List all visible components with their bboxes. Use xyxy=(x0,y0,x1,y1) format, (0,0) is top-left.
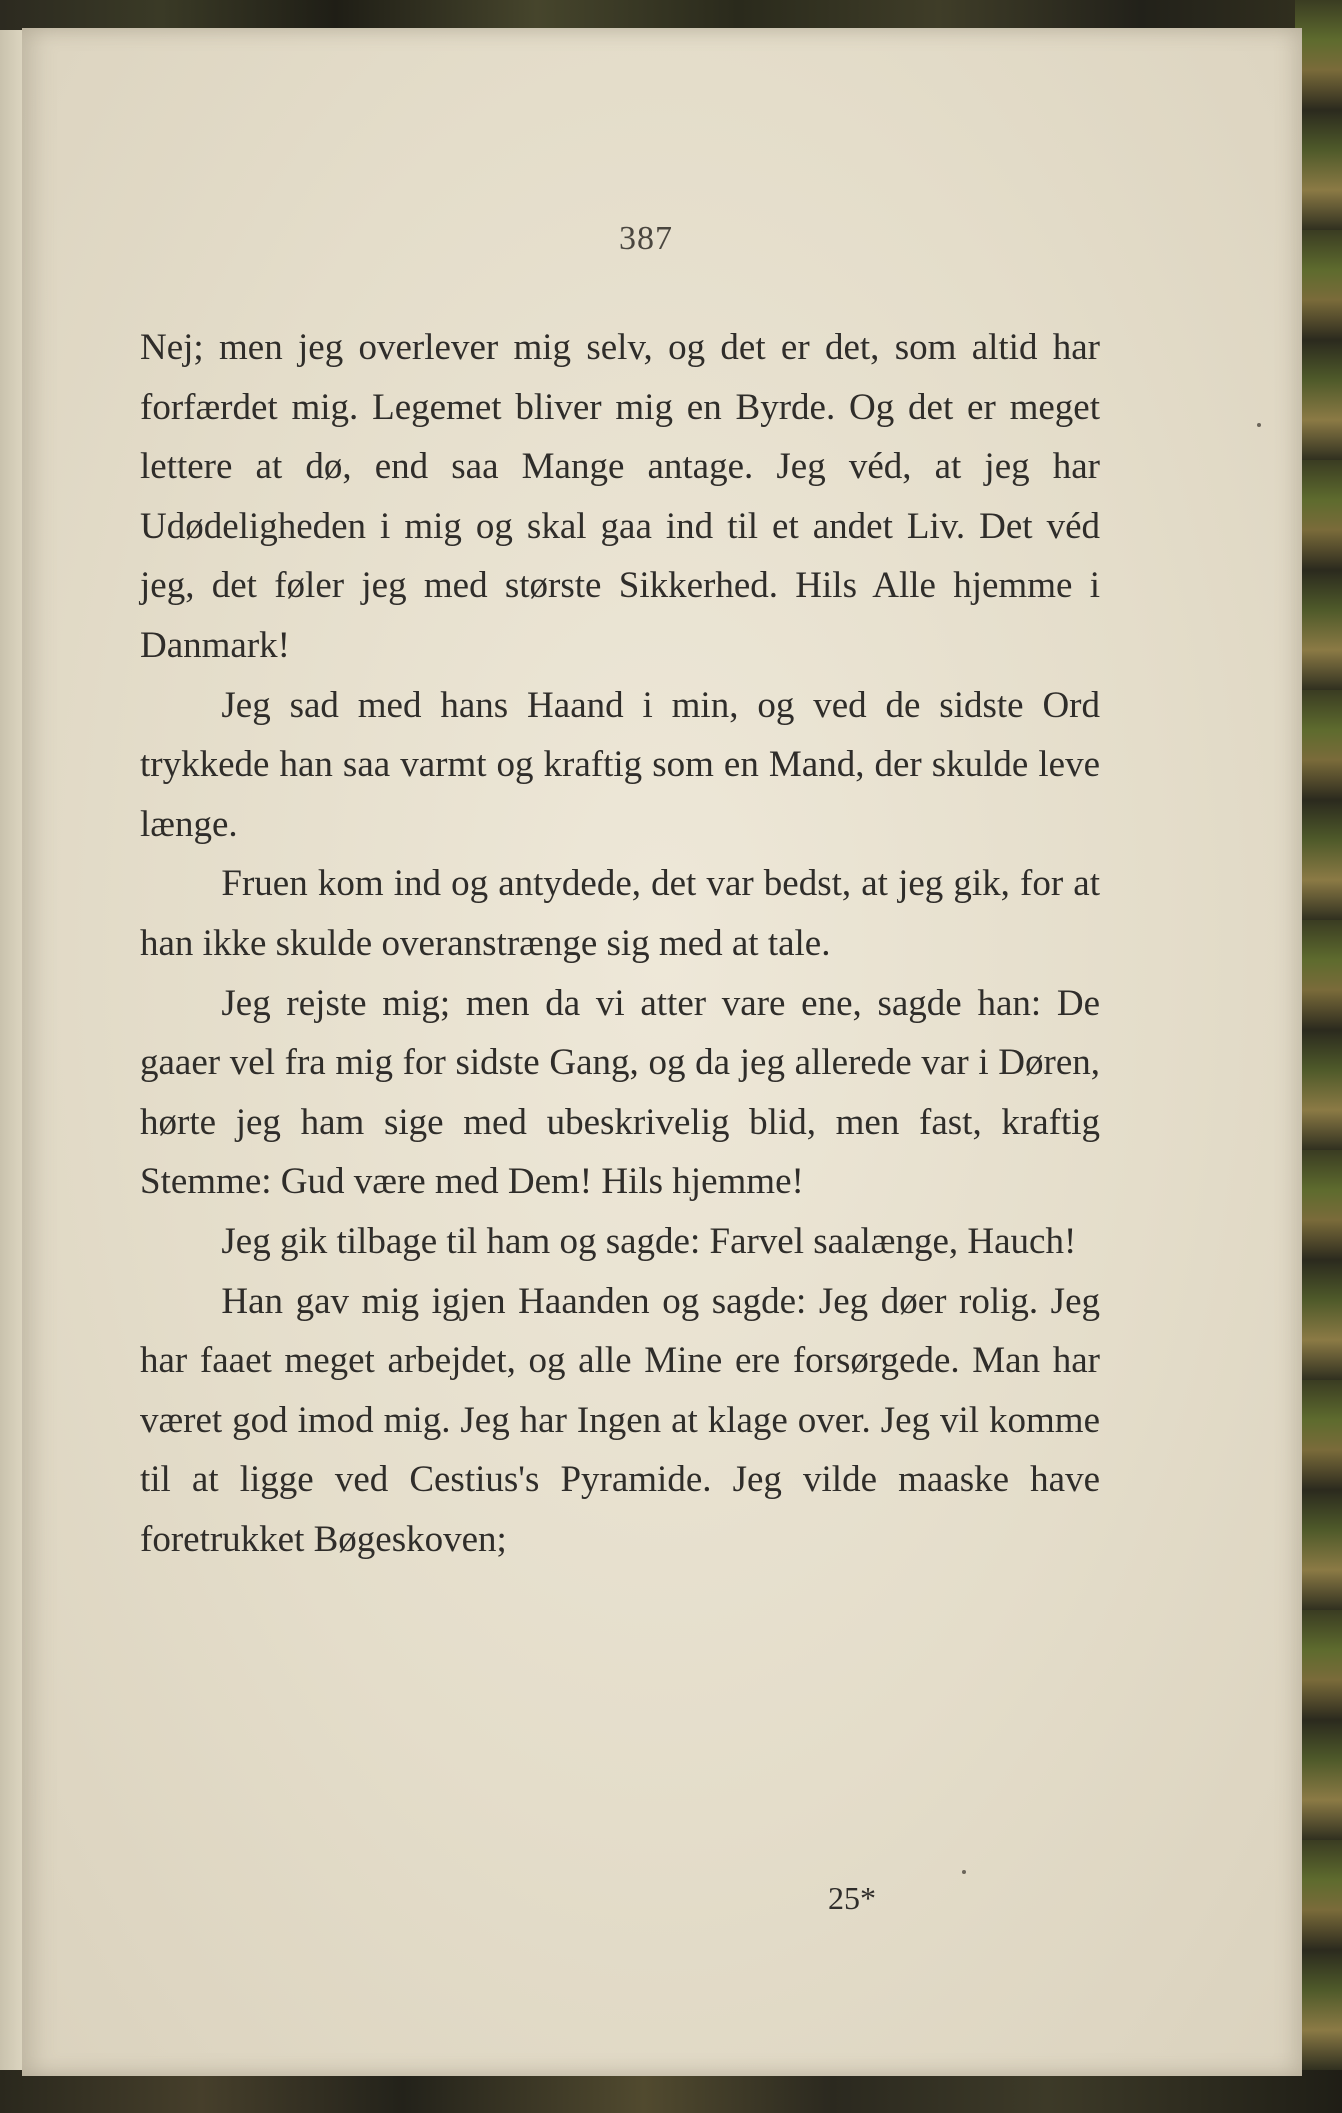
paragraph-4: Jeg rejste mig; men da vi atter vare ene, sagde han: De gaaer vel fra mig for sidste Gang, og da jeg allerede var i Døren, hørte jeg ham sige med ubeskrivelig blid, men fast, kraftig Stemme: Gud være med Dem! Hils hjemme! xyxy=(140,982,1100,1203)
paragraph-5: Jeg gik tilbage til ham og sagde: Farvel saalænge, Hauch! xyxy=(221,1220,1077,1262)
paper-speck xyxy=(962,1870,966,1874)
page-number: 387 xyxy=(619,220,673,257)
paper-speck xyxy=(1257,423,1261,427)
cover-edge-right xyxy=(1295,0,1342,2113)
cover-edge-bottom xyxy=(0,2070,1342,2113)
paragraph-3: Fruen kom ind og antydede, det var bedst, at jeg gik, for at han ikke skulde overanstrænge sig med at tale. xyxy=(140,863,1100,964)
paragraph-1: Nej; men jeg overlever mig selv, og det er det, som altid har forfærdet mig. Legemet bliver mig en Byrde. Og det er meget lettere at dø, end saa Mange antage. Jeg véd, at jeg har Udødeligheden i mig og skal gaa ind til et andet Liv. Det véd jeg, det føler jeg med største Sikkerhed. Hils Alle hjemme i Danmark! xyxy=(140,327,1100,666)
paragraph-2: Jeg sad med hans Haand i min, og ved de sidste Ord trykkede han saa varmt og kraftig som en Mand, der skulde leve længe. xyxy=(140,684,1100,845)
paragraph-6: Han gav mig igjen Haanden og sagde: Jeg døer rolig. Jeg har faaet meget arbejdet, og alle Mine ere forsørgede. Man har været god imod mig. Jeg har Ingen at klage over. Jeg vil komme til at ligge ved Cestius's Pyramide. Jeg vilde maaske have foretrukket Bøgeskoven; xyxy=(140,1280,1100,1560)
page-body-text xyxy=(140,318,1100,1569)
book-page xyxy=(22,28,1302,2076)
signature-mark: 25* xyxy=(828,1880,876,1916)
